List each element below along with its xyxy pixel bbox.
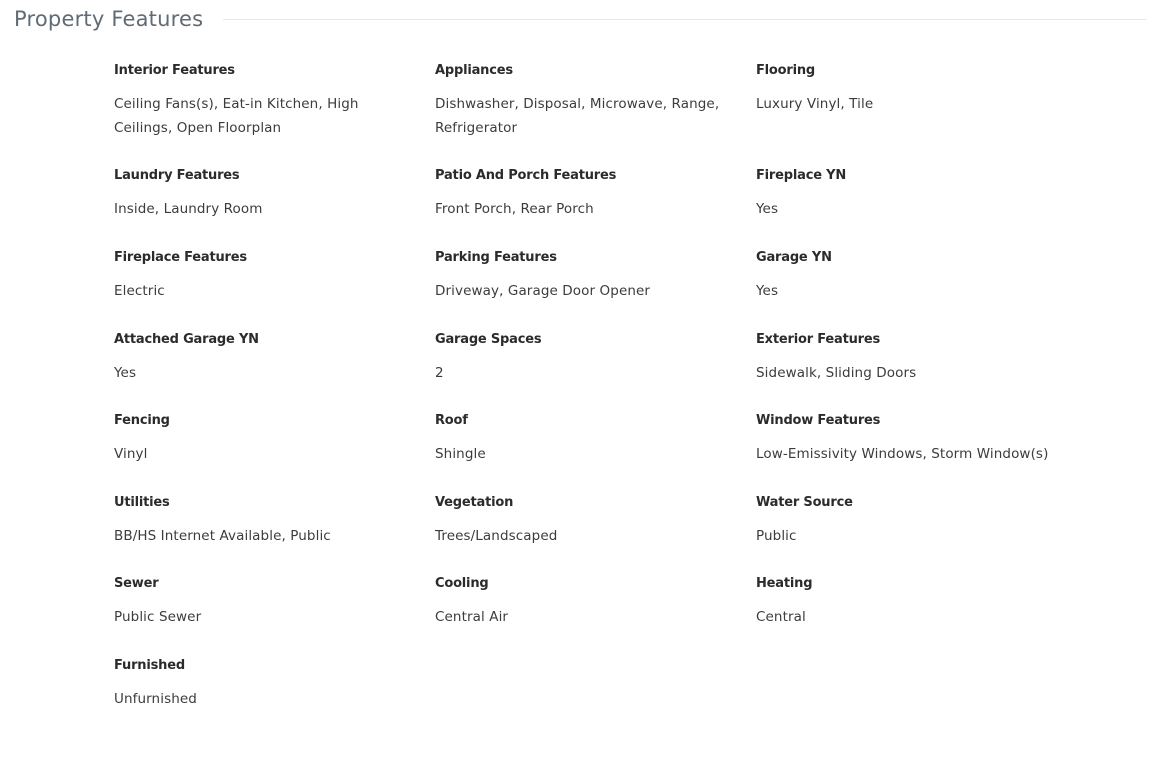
feature-value: Yes [756,283,779,299]
feature-window-features [756,412,1114,494]
feature-fireplace-yn [756,167,1114,249]
feature-vegetation [435,494,756,575]
feature-flooring [756,62,1114,167]
feature-label: Fencing [114,413,170,428]
feature-parking-features [435,249,756,331]
feature-label: Roof [435,413,468,428]
feature-value: Driveway, Garage Door Opener [435,283,651,299]
feature-value: Central Air [435,609,509,625]
feature-garage-spaces [435,331,756,412]
feature-label: Laundry Features [114,168,240,183]
feature-attached-garage-yn [114,331,435,412]
feature-label: Cooling [435,576,489,591]
feature-label: Appliances [435,63,513,78]
feature-value: Unfurnished [114,691,197,707]
feature-label: Interior Features [114,63,235,78]
feature-fencing [114,412,435,494]
feature-roof [435,412,756,494]
feature-value: Sidewalk, Sliding Doors [756,365,917,381]
feature-value: Yes [756,201,779,217]
feature-label: Heating [756,576,813,591]
features-grid [114,62,1114,739]
feature-value: Low-Emissivity Windows, Storm Window(s) [756,446,1049,462]
feature-value: Public [756,528,797,544]
feature-sewer [114,575,435,657]
feature-label: Flooring [756,63,816,78]
feature-value: Yes [114,365,137,381]
feature-value: Electric [114,283,165,299]
feature-label: Garage YN [756,250,832,265]
feature-water-source [756,494,1114,575]
feature-label: Vegetation [435,495,514,510]
feature-value: Vinyl [114,446,148,462]
feature-fireplace-features [114,249,435,331]
feature-value: Shingle [435,446,486,462]
feature-label: Parking Features [435,250,557,265]
feature-label: Exterior Features [756,332,881,347]
feature-value: Ceiling Fans(s), Eat-in Kitchen, High Ceilings, Open Floorplan [114,96,359,136]
feature-value: Dishwasher, Disposal, Microwave, Range, Refrigerator [435,96,720,136]
feature-label: Fireplace YN [756,168,847,183]
feature-value: Inside, Laundry Room [114,201,263,217]
section-title: Property Features [14,7,204,31]
section-header [14,4,1146,34]
feature-label: Fireplace Features [114,250,247,265]
feature-value: Trees/Landscaped [435,528,558,544]
feature-value: BB/HS Internet Available, Public [114,528,331,544]
feature-label: Sewer [114,576,159,591]
feature-exterior-features [756,331,1114,412]
feature-laundry-features [114,167,435,249]
feature-value: Central [756,609,806,625]
feature-garage-yn [756,249,1114,331]
feature-label: Water Source [756,495,853,510]
feature-heating [756,575,1114,657]
feature-utilities [114,494,435,575]
feature-label: Patio And Porch Features [435,168,617,183]
feature-label: Utilities [114,495,170,510]
feature-interior-features [114,62,435,167]
feature-label: Garage Spaces [435,332,542,347]
feature-value: Luxury Vinyl, Tile [756,96,874,112]
feature-value: 2 [435,365,444,381]
feature-value: Front Porch, Rear Porch [435,201,594,217]
feature-furnished [114,657,435,739]
feature-appliances [435,62,756,167]
feature-label: Furnished [114,658,185,673]
feature-label: Attached Garage YN [114,332,259,347]
feature-value: Public Sewer [114,609,202,625]
section-divider [223,19,1146,20]
feature-patio-and-porch-features [435,167,756,249]
feature-cooling [435,575,756,657]
feature-label: Window Features [756,413,881,428]
